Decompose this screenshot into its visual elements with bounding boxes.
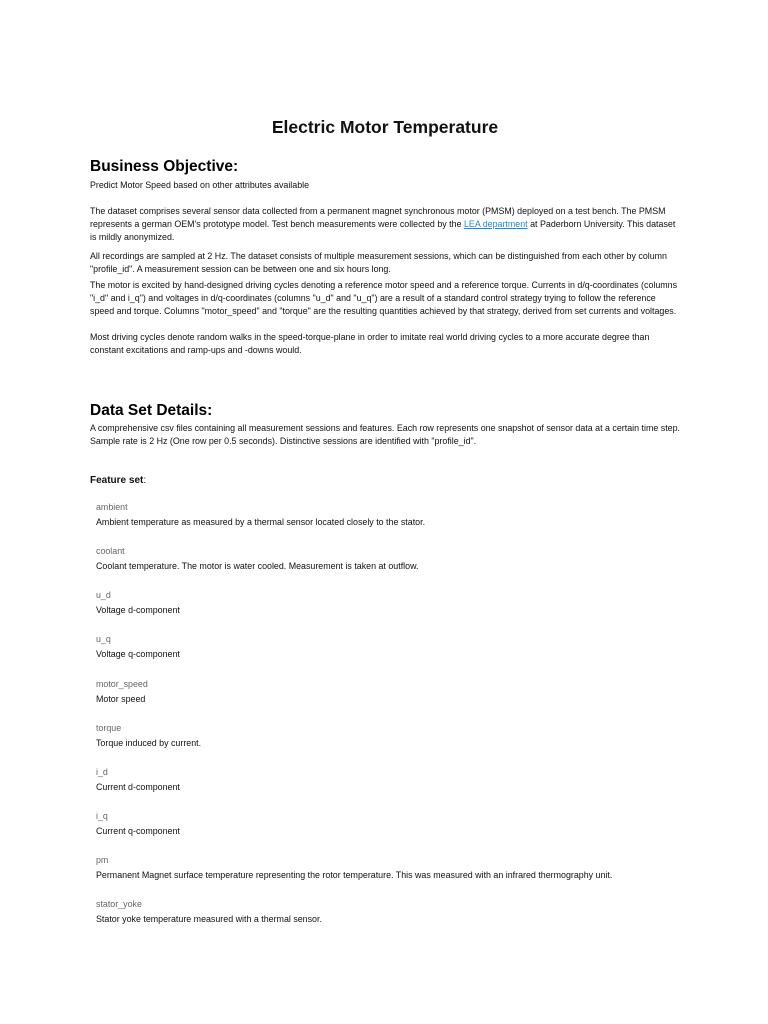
feature-name: i_q	[96, 811, 108, 821]
sampling-paragraph: All recordings are sampled at 2 Hz. The dataset consists of multiple measurement sessions, which can be distinguished from each other by column "profile_id". A measurement session can be between one and six hours long.	[90, 251, 667, 274]
feature-item-pm	[96, 854, 676, 882]
feature-item-i-q	[96, 810, 676, 838]
feature-set-colon: :	[143, 475, 147, 486]
feature-item-u-q	[96, 633, 676, 661]
feature-item-ambient	[96, 501, 676, 529]
feature-description: Motor speed	[96, 694, 146, 704]
feature-name: pm	[96, 855, 109, 865]
feature-description: Voltage q-component	[96, 649, 180, 659]
feature-description: Voltage d-component	[96, 605, 180, 615]
driving-cycles-paragraph: The motor is excited by hand-designed driving cycles denoting a reference motor speed and a reference torque. Currents in d/q-coordinates (columns "i_d" and i_q") and voltages in d/q-coordinates (columns "u_d" and "u_q") are a result of a standard control strategy trying to follow the reference speed and torque. Columns "motor_speed" and "torque" are the resulting quantities achieved by that strategy, derived from set currents and voltages.	[90, 280, 678, 316]
feature-item-i-d	[96, 766, 676, 794]
data-set-details-paragraph: A comprehensive csv files containing all measurement sessions and features. Each row represents one snapshot of sensor data at a certain time step. Sample rate is 2 Hz (One row per 0.5 seconds). Distinctive sessions are identified with "profile_id".	[90, 423, 681, 446]
feature-set-label: Feature set	[90, 475, 144, 486]
paragraph-text: at Paderborn University. This dataset is mildly anonymized.	[90, 219, 676, 242]
feature-description: Ambient temperature as measured by a thermal sensor located closely to the stator.	[96, 517, 426, 527]
random-walks-paragraph: Most driving cycles denote random walks in the speed-torque-plane in order to imitate real world driving cycles to a more accurate degree than constant excitations and ramp-ups and -downs would.	[90, 332, 650, 355]
feature-description: Current q-component	[96, 826, 180, 836]
business-objective-heading: Business Objective:	[90, 158, 239, 175]
feature-description: Permanent Magnet surface temperature representing the rotor temperature. This was measured with an infrared thermography unit.	[96, 870, 613, 880]
data-set-details-heading: Data Set Details:	[90, 402, 213, 419]
feature-name: coolant	[96, 546, 125, 556]
feature-name: u_d	[96, 590, 111, 600]
feature-name: torque	[96, 723, 122, 733]
dataset-description-paragraph	[90, 205, 680, 244]
feature-description: Stator yoke temperature measured with a thermal sensor.	[96, 914, 322, 924]
page-title: Electric Motor Temperature	[271, 117, 499, 137]
feature-name: u_q	[96, 634, 111, 644]
feature-name: motor_speed	[96, 679, 148, 689]
lea-department-link[interactable]: LEA department	[463, 219, 528, 229]
feature-description: Coolant temperature. The motor is water cooled. Measurement is taken at outflow.	[96, 561, 419, 571]
feature-description: Current d-component	[96, 782, 180, 792]
paragraph-text: The dataset comprises several sensor data collected from a permanent magnet synchronous motor (PMSM) deployed on a test bench. The PMSM represents a german OEM's prototype model. Test bench measurements were collected by the	[90, 206, 666, 229]
business-objective-subtitle: Predict Motor Speed based on other attributes available	[90, 180, 310, 190]
feature-item-torque	[96, 722, 676, 750]
feature-name: i_d	[96, 767, 108, 777]
feature-item-motor-speed	[96, 678, 676, 706]
feature-item-stator-yoke	[96, 898, 676, 926]
feature-description: Torque induced by current.	[96, 738, 202, 748]
feature-set-heading	[90, 474, 146, 487]
feature-item-coolant	[96, 545, 676, 573]
feature-name: stator_yoke	[96, 899, 142, 909]
feature-item-u-d	[96, 589, 676, 617]
feature-name: ambient	[96, 502, 128, 512]
